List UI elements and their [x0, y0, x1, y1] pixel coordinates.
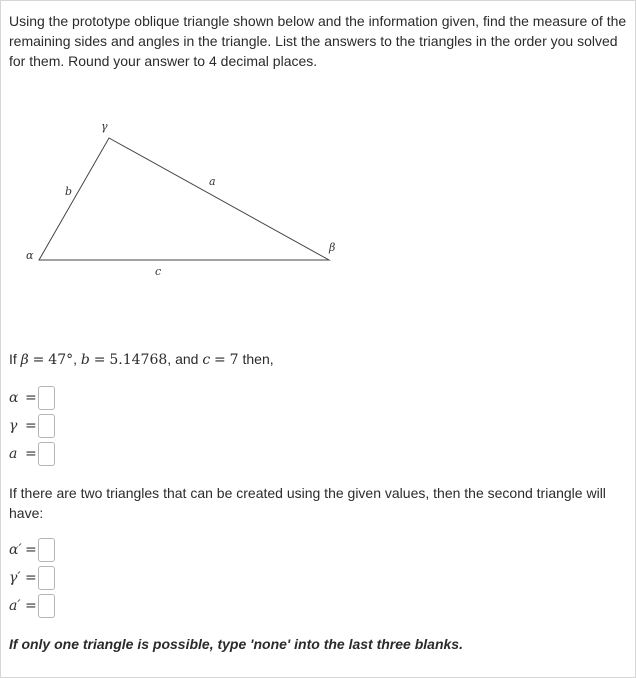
given-values [9, 350, 274, 369]
cond-eq-3: = [214, 352, 226, 368]
answer-equals: = [25, 598, 37, 614]
cond-eq-2: = [93, 352, 106, 368]
label-gamma: γ [101, 120, 108, 133]
answer-equals: = [25, 446, 37, 462]
answer-label-alpha-prime: α′ [9, 542, 22, 558]
answer-equals: = [25, 390, 37, 406]
answer-row-gamma-prime [9, 565, 55, 591]
answer-label-gamma: γ [9, 418, 18, 434]
label-side-c: c [155, 265, 162, 278]
answer-equals: = [25, 418, 37, 434]
cond-prefix: If [9, 351, 17, 367]
label-side-b: b [65, 185, 73, 198]
cond-beta-value: 47° [48, 352, 74, 368]
answer-equals: = [25, 570, 37, 586]
answer-row-gamma [9, 413, 55, 439]
label-beta: β [329, 241, 336, 254]
answer-label-gamma-prime: γ′ [9, 570, 21, 586]
answer-input-gamma[interactable] [38, 414, 55, 438]
cond-b-value: 5.14768 [109, 352, 168, 368]
answer-row-alpha [9, 385, 55, 411]
answer-input-alpha-prime[interactable] [38, 538, 55, 562]
answer-row-a [9, 441, 55, 467]
answer-label-a: a [9, 446, 18, 462]
label-alpha: α [26, 249, 34, 262]
cond-suffix: then, [242, 351, 274, 367]
cond-eq-1: = [32, 352, 45, 368]
label-side-a: a [209, 175, 216, 188]
answer-row-alpha-prime [9, 537, 55, 563]
answer-input-a-prime[interactable] [38, 594, 55, 618]
triangle-figure [9, 85, 359, 335]
cond-and: and [175, 351, 199, 367]
triangle-diagram [9, 85, 359, 335]
cond-c-value: 7 [229, 352, 239, 368]
none-instruction: If only one triangle is possible, type 'none' into the last three blanks. [9, 636, 463, 652]
cond-beta-var: β [20, 352, 29, 368]
second-triangle-note: If there are two triangles that can be created using the given values, then the second triangle will have: [9, 485, 606, 521]
question-intro: Using the prototype oblique triangle shown below and the information given, find the measure of the remaining sides and angles in the triangle. List the answers to the triangles in the order you solved for them. Round your answer to 4 decimal places. [9, 13, 627, 69]
cond-comma-1: , [73, 351, 77, 367]
answer-input-a[interactable] [38, 442, 55, 466]
answer-equals: = [25, 542, 37, 558]
answer-row-a-prime [9, 593, 55, 619]
answer-input-alpha[interactable] [38, 386, 55, 410]
cond-c-var: c [202, 352, 211, 368]
figure-background [9, 85, 359, 335]
answer-label-alpha: α [9, 390, 19, 406]
answer-label-a-prime: a′ [9, 598, 21, 614]
cond-b-var: b [80, 352, 90, 368]
answer-input-gamma-prime[interactable] [38, 566, 55, 590]
cond-comma-2: , [167, 351, 172, 367]
